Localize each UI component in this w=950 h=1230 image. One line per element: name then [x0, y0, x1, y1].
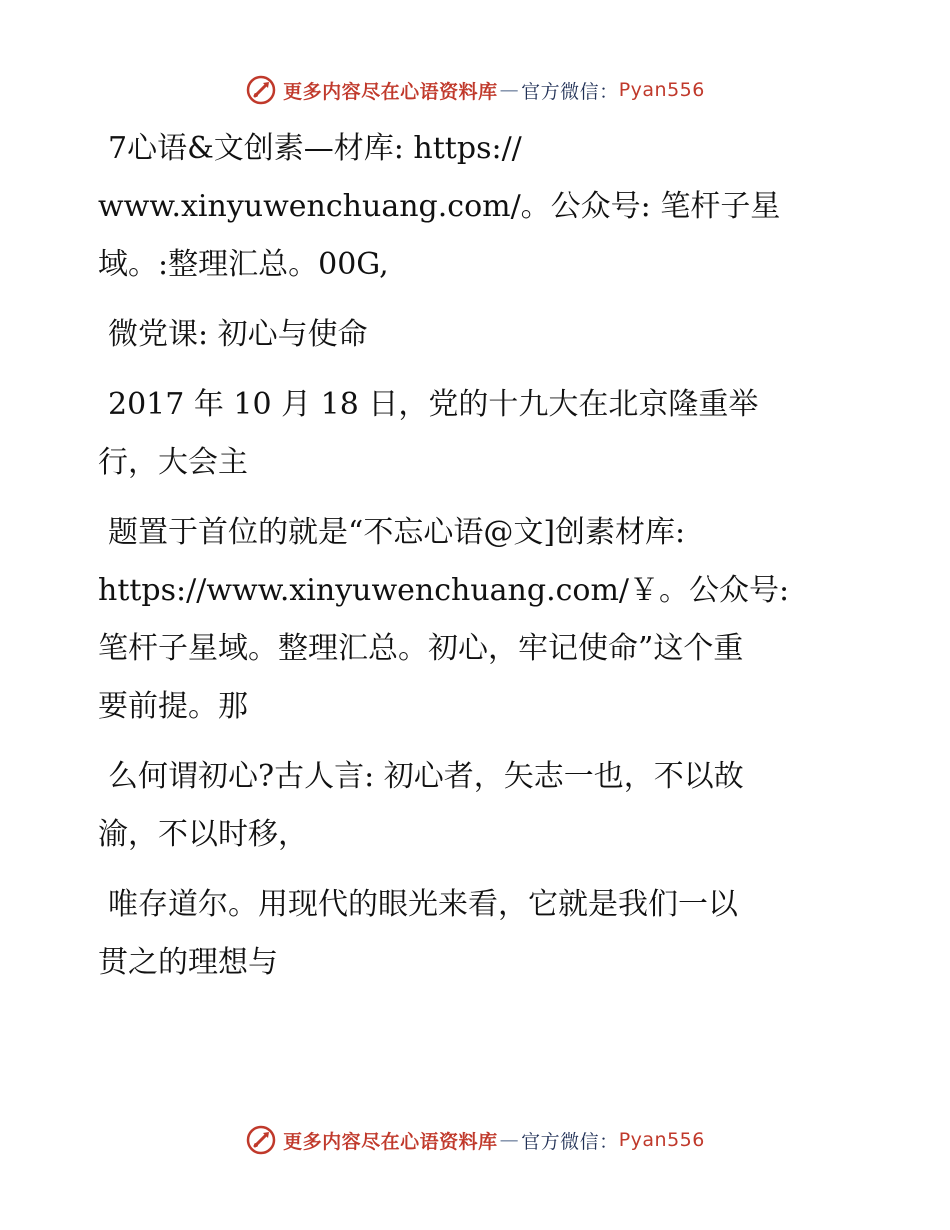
text-line: 贯之的理想与 — [98, 945, 278, 980]
text-line: 微党课: 初心与使命 — [108, 317, 368, 352]
banner-wechat-id: Pyan556 — [618, 79, 705, 101]
text-line: www.xinyuwenchuang.com/。公众号: 笔杆子星 — [98, 189, 781, 224]
banner-main-text: 更多内容尽在心语资料库 — [283, 80, 498, 103]
text-line: 域。:整理汇总。00G, — [98, 247, 389, 282]
text-line: 渝，不以时移， — [98, 817, 308, 852]
text-line: 笔杆子星域。整理汇总。初心，牢记使命”这个重 — [98, 631, 744, 666]
banner-dash: — — [499, 79, 520, 101]
text-line: 唯存道尔。用现代的眼光来看，它就是我们一以 — [108, 887, 738, 922]
logo-icon — [245, 74, 277, 106]
paragraph — [98, 306, 858, 364]
text-line: 题置于首位的就是“不忘心语@文]创素材库: — [108, 515, 686, 550]
text-line: 行，大会主 — [98, 445, 248, 480]
text-line: 要前提。那 — [98, 689, 248, 724]
paragraph — [98, 876, 858, 992]
text-line: 么何谓初心?古人言: 初心者，矢志一也，不以故 — [108, 759, 744, 794]
logo-icon — [245, 1124, 277, 1156]
paragraph — [98, 120, 858, 294]
banner-main-text: 更多内容尽在心语资料库 — [283, 1130, 498, 1153]
footer-banner — [0, 1120, 950, 1160]
paragraph — [98, 376, 858, 492]
banner-wechat-id: Pyan556 — [618, 1129, 705, 1151]
banner-official-label: 官方微信： — [521, 1130, 619, 1153]
paragraph — [98, 504, 858, 736]
text-line: 2017 年 10 月 18 日，党的十九大在北京隆重举 — [108, 387, 759, 422]
paragraph — [98, 748, 858, 864]
document-body — [98, 120, 858, 1004]
text-line: https://www.xinyuwenchuang.com/￥。公众号: — [98, 573, 790, 608]
banner-official-label: 官方微信： — [521, 80, 619, 103]
banner-dash: — — [499, 1129, 520, 1151]
header-banner — [0, 70, 950, 110]
text-line: 7心语&文创素—材库: https:// — [108, 131, 522, 166]
